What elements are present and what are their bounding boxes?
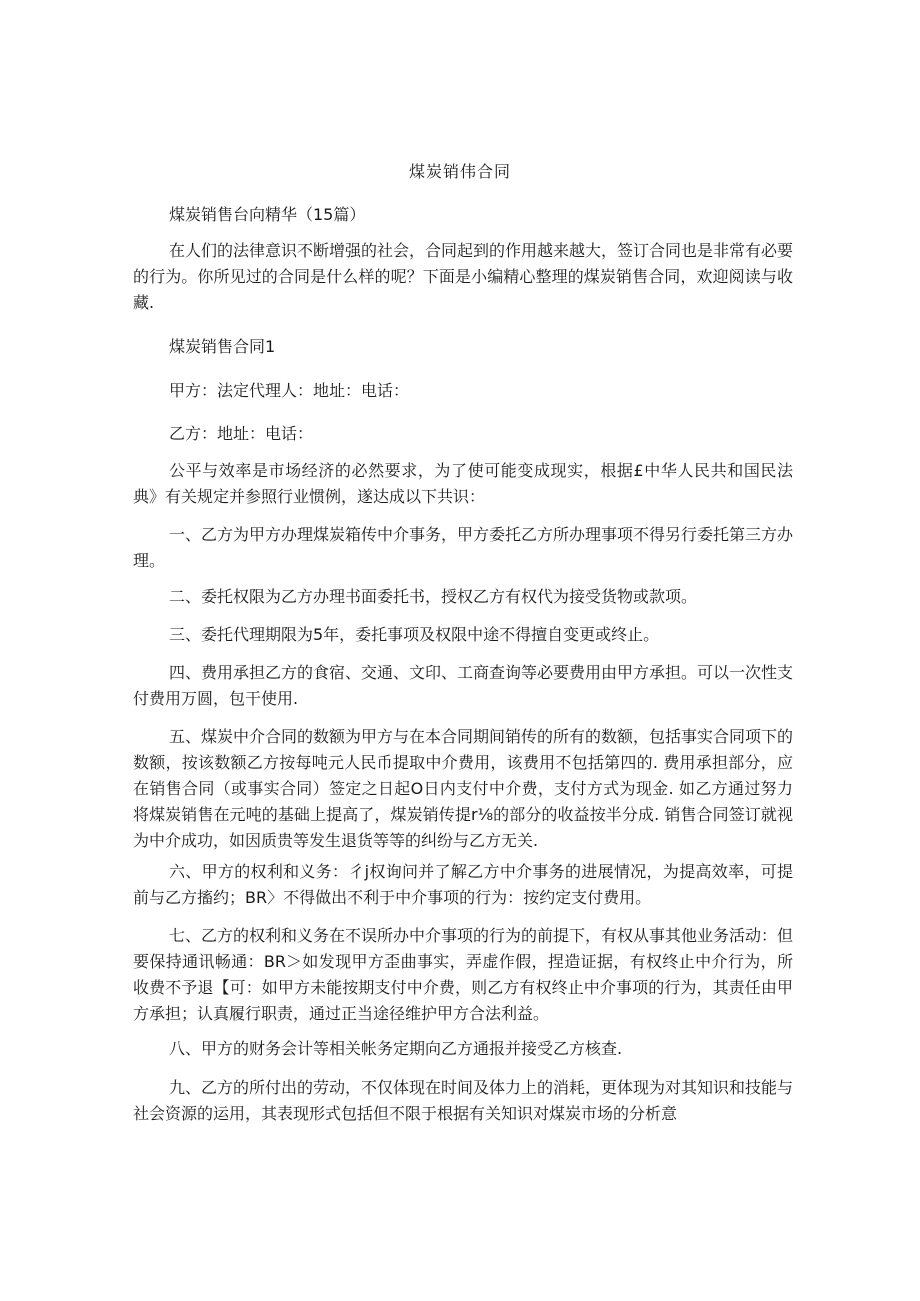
preamble-paragraph: 公平与效率是市场经济的必然要求，为了使可能变成现实，根据£中华人民共和国民法典》有关规定并参照行业惯例，遂达成以下共识： bbox=[133, 461, 793, 506]
party-b-line: 乙方：地址：电话： bbox=[169, 424, 314, 443]
party-a-line: 甲方：法定代理人：地址：电话： bbox=[169, 381, 410, 400]
clause-3: 三、委托代理期限为5年，委托事项及权限中途不得擅自变更或终止。 bbox=[169, 625, 660, 644]
clause-7: 七、乙方的权利和义务在不误所办中介事项的行为的前提下，有权从事其他业务活动：但要保持通讯畅通：BR＞如发现甲方歪曲事实，弄虚作假，捏造证据，有权终止中介行为，所收费不予退【可：如甲方未能按期支付中介费，则乙方有权终止中介事项的行为，其责任由甲方承担；认真履行职责，通过正当途径维护甲方合法利益。 bbox=[133, 926, 794, 1023]
clause-4: 四、费用承担乙方的食宿、交通、文印、工商查询等必要费用由甲方承担。可以一次性支付费用万圆，包干使用. bbox=[133, 663, 794, 708]
contract-heading: 煤炭销售合同1 bbox=[169, 337, 276, 356]
clause-8: 八、甲方的财务会计等相关帐务定期向乙方通报并接受乙方核查. bbox=[169, 1039, 623, 1058]
document-title: 煤炭销伟合同 bbox=[408, 162, 511, 181]
intro-paragraph: 在人们的法律意识不断增强的社会，合同起到的作用越来越大，签订合同也是非常有必要的行为。你所见过的合同是什么样的呢？下面是小编精心整理的煤炭销售合同，欢迎阅读与收藏. bbox=[133, 241, 794, 312]
clause-2: 二、委托权限为乙方办理书面委托书，授权乙方有权代为接受货物或款项。 bbox=[169, 587, 698, 606]
clause-5: 五、煤炭中介合同的数额为甲方与在本合同期间销传的所有的数额，包括事实合同项下的数额，按该数额乙方按每吨元人民币提取中介费用，该费用不包括第四的. 费用承担部分，应在销售合同（或事实合同）签定之日起O日内支付中介费，支付方式为现金. 如乙方通过努力将煤炭销售在元吨的基础上提高了，煤炭销传提r⅛的部分的收益按半分成. 销售合同签订就视为中介成功，如因质贵等发生退货等等的纠纷与乙方无关. bbox=[133, 727, 794, 850]
clause-1: 一、乙方为甲方办理煤炭箱传中介事务，甲方委托乙方所办理事项不得另行委托第三方办理。 bbox=[133, 525, 794, 570]
subtitle: 煤炭销售台向精华（15篇） bbox=[169, 205, 366, 224]
clause-6: 六、甲方的权利和义务：彳j权询问并了解乙方中介事务的进展情况，为提高效率，可提前与乙方搐约；BR〉不得做出不利于中介事项的行为：按约定支付费用。 bbox=[133, 862, 793, 907]
clause-9: 九、乙方的所付出的劳动，不仅体现在时间及体力上的消耗，更体现为对其知识和技能与社会资源的运用，其表现形式包括但不限于根据有关知识对煤炭市场的分析意 bbox=[133, 1078, 794, 1123]
